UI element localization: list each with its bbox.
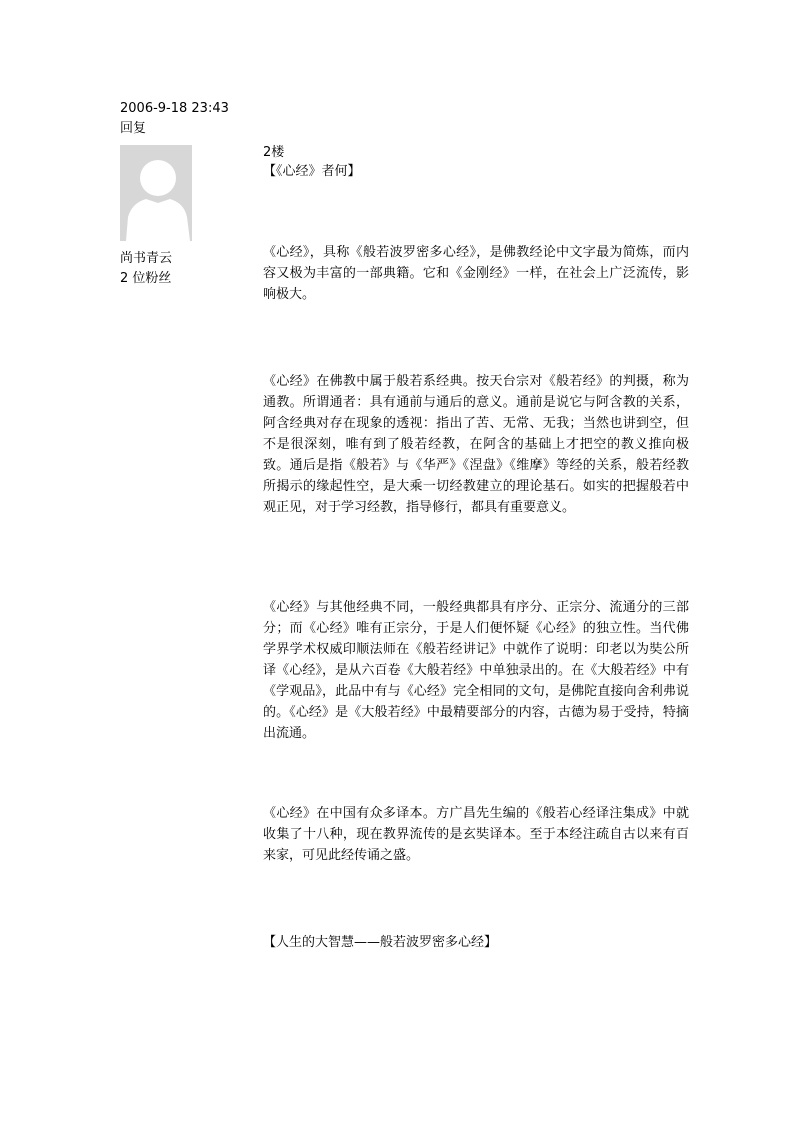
post-paragraph: 《心经》在中国有众多译本。方广昌先生编的《般若心经译注集成》中就收集了十八种，现在教界流传的是玄奘译本。至于本经注疏自古以来有百来家，可见此经传诵之盛。 [263, 806, 689, 863]
post-paragraph: 《心经》与其他经典不同，一般经典都具有序分、正宗分、流通分的三部分；而《心经》唯有正宗分，于是人们便怀疑《心经》的独立性。当代佛学界学术权威印顺法师在《般若经讲记》中就作了说明：印老以为奘公所译《心经》，是从六百卷《大般若经》中单独录出的。在《大般若经》中有《学观品》，此品中有与《心经》完全相同的文句，是佛陀直接向舍利弗说的。《心经》是《大般若经》中最精要部分的内容，古德为易于受持，特摘出流通。 [263, 600, 689, 741]
user-fans: 2 位粉丝 [120, 271, 172, 286]
post-header [263, 143, 695, 181]
user-info [120, 249, 172, 289]
post-heading: 【《心经》者何】 [263, 164, 361, 179]
default-user-silhouette-icon [120, 145, 192, 241]
floor-number: 2楼 [263, 145, 285, 160]
avatar[interactable] [120, 145, 192, 241]
user-name[interactable]: 尚书青云 [120, 251, 173, 266]
post-paragraph: 《心经》在佛教中属于般若系经典。按天台宗对《般若经》的判摄，称为通教。所谓通者：具有通前与通后的意义。通前是说它与阿含教的关系，阿含经典对存在现象的透视：指出了苦、无常、无我；当然也讲到空，但不是很深刻，唯有到了般若经教，在阿含的基础上才把空的教义推向极致。通后是指《般若》与《华严》《涅盘》《维摩》等经的关系，般若经教所揭示的缘起性空，是大乘一切经教建立的理论基石。如实的把握般若中观正见，对于学习经教，指导修行，都具有重要意义。 [263, 374, 689, 515]
section-heading: 【人生的大智慧——般若波罗密多心经】 [263, 935, 498, 950]
post-timestamp: 2006-9-18 23:43 [120, 101, 229, 116]
post-paragraph: 《心经》，具称《般若波罗密多心经》，是佛教经论中文字最为简炼，而内容又极为丰富的一部典籍。它和《金刚经》一样，在社会上广泛流传，影响极大。 [263, 245, 689, 302]
reply-link[interactable]: 回复 [120, 121, 147, 136]
post-meta [120, 99, 229, 139]
